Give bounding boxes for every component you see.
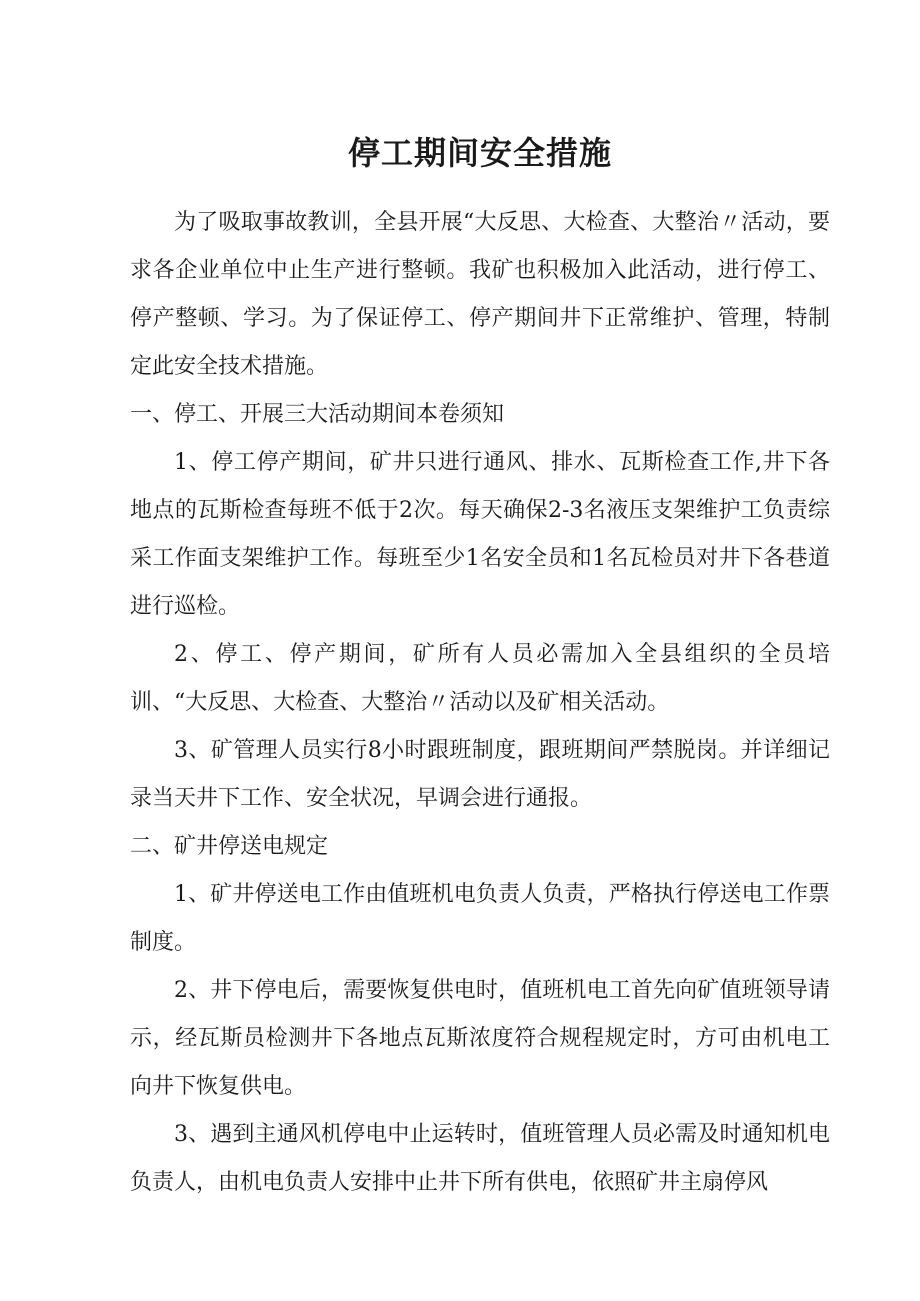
section-2-item-2: 2、井下停电后，需要恢复供电时，值班机电工首先向矿值班领导请示，经瓦斯员检测井下各地点瓦斯浓度符合规程规定时，方可由机电工向井下恢复供电。 (130, 978, 830, 1099)
document-title: 停工期间安全措施 (347, 134, 612, 172)
section-2-item-1: 1、矿井停送电工作由值班机电负责人负责，严格执行停送电工作票制度。 (130, 882, 830, 955)
section-heading-2: 二、矿井停送电规定 (130, 834, 329, 859)
section-1-item-3: 3、矿管理人员实行8小时跟班制度，跟班期间严禁脱岗。并详细记录当天井下工作、安全状况，早调会进行通报。 (130, 738, 830, 811)
intro-paragraph: 为了吸取事故教训，全县开展“大反思、大检查、大整治〃活动，要求各企业单位中止生产进行整顿。我矿也积极加入此活动，进行停工、停产整顿、学习。为了保证停工、停产期间井下正常维护、管理，特制定此安全技术措施。 (130, 210, 830, 379)
section-heading-1: 一、停工、开展三大活动期间本卷须知 (130, 402, 505, 427)
section-2-item-3: 3、遇到主通风机停电中止运转时，值班管理人员必需及时通知机电负责人，由机电负责人安排中止井下所有供电，依照矿井主扇停风 (130, 1122, 830, 1195)
document-body (130, 199, 830, 1207)
section-1-item-2: 2、停工、停产期间，矿所有人员必需加入全县组织的全员培训、“大反思、大检查、大整治〃活动以及矿相关活动。 (130, 642, 830, 715)
section-1-item-1: 1、停工停产期间，矿井只进行通风、排水、瓦斯检查工作,井下各地点的瓦斯检查每班不低于2次。每天确保2-3名液压支架维护工负责综采工作面支架维护工作。每班至少1名安全员和1名瓦检员对井下各巷道进行巡检。 (130, 450, 830, 619)
